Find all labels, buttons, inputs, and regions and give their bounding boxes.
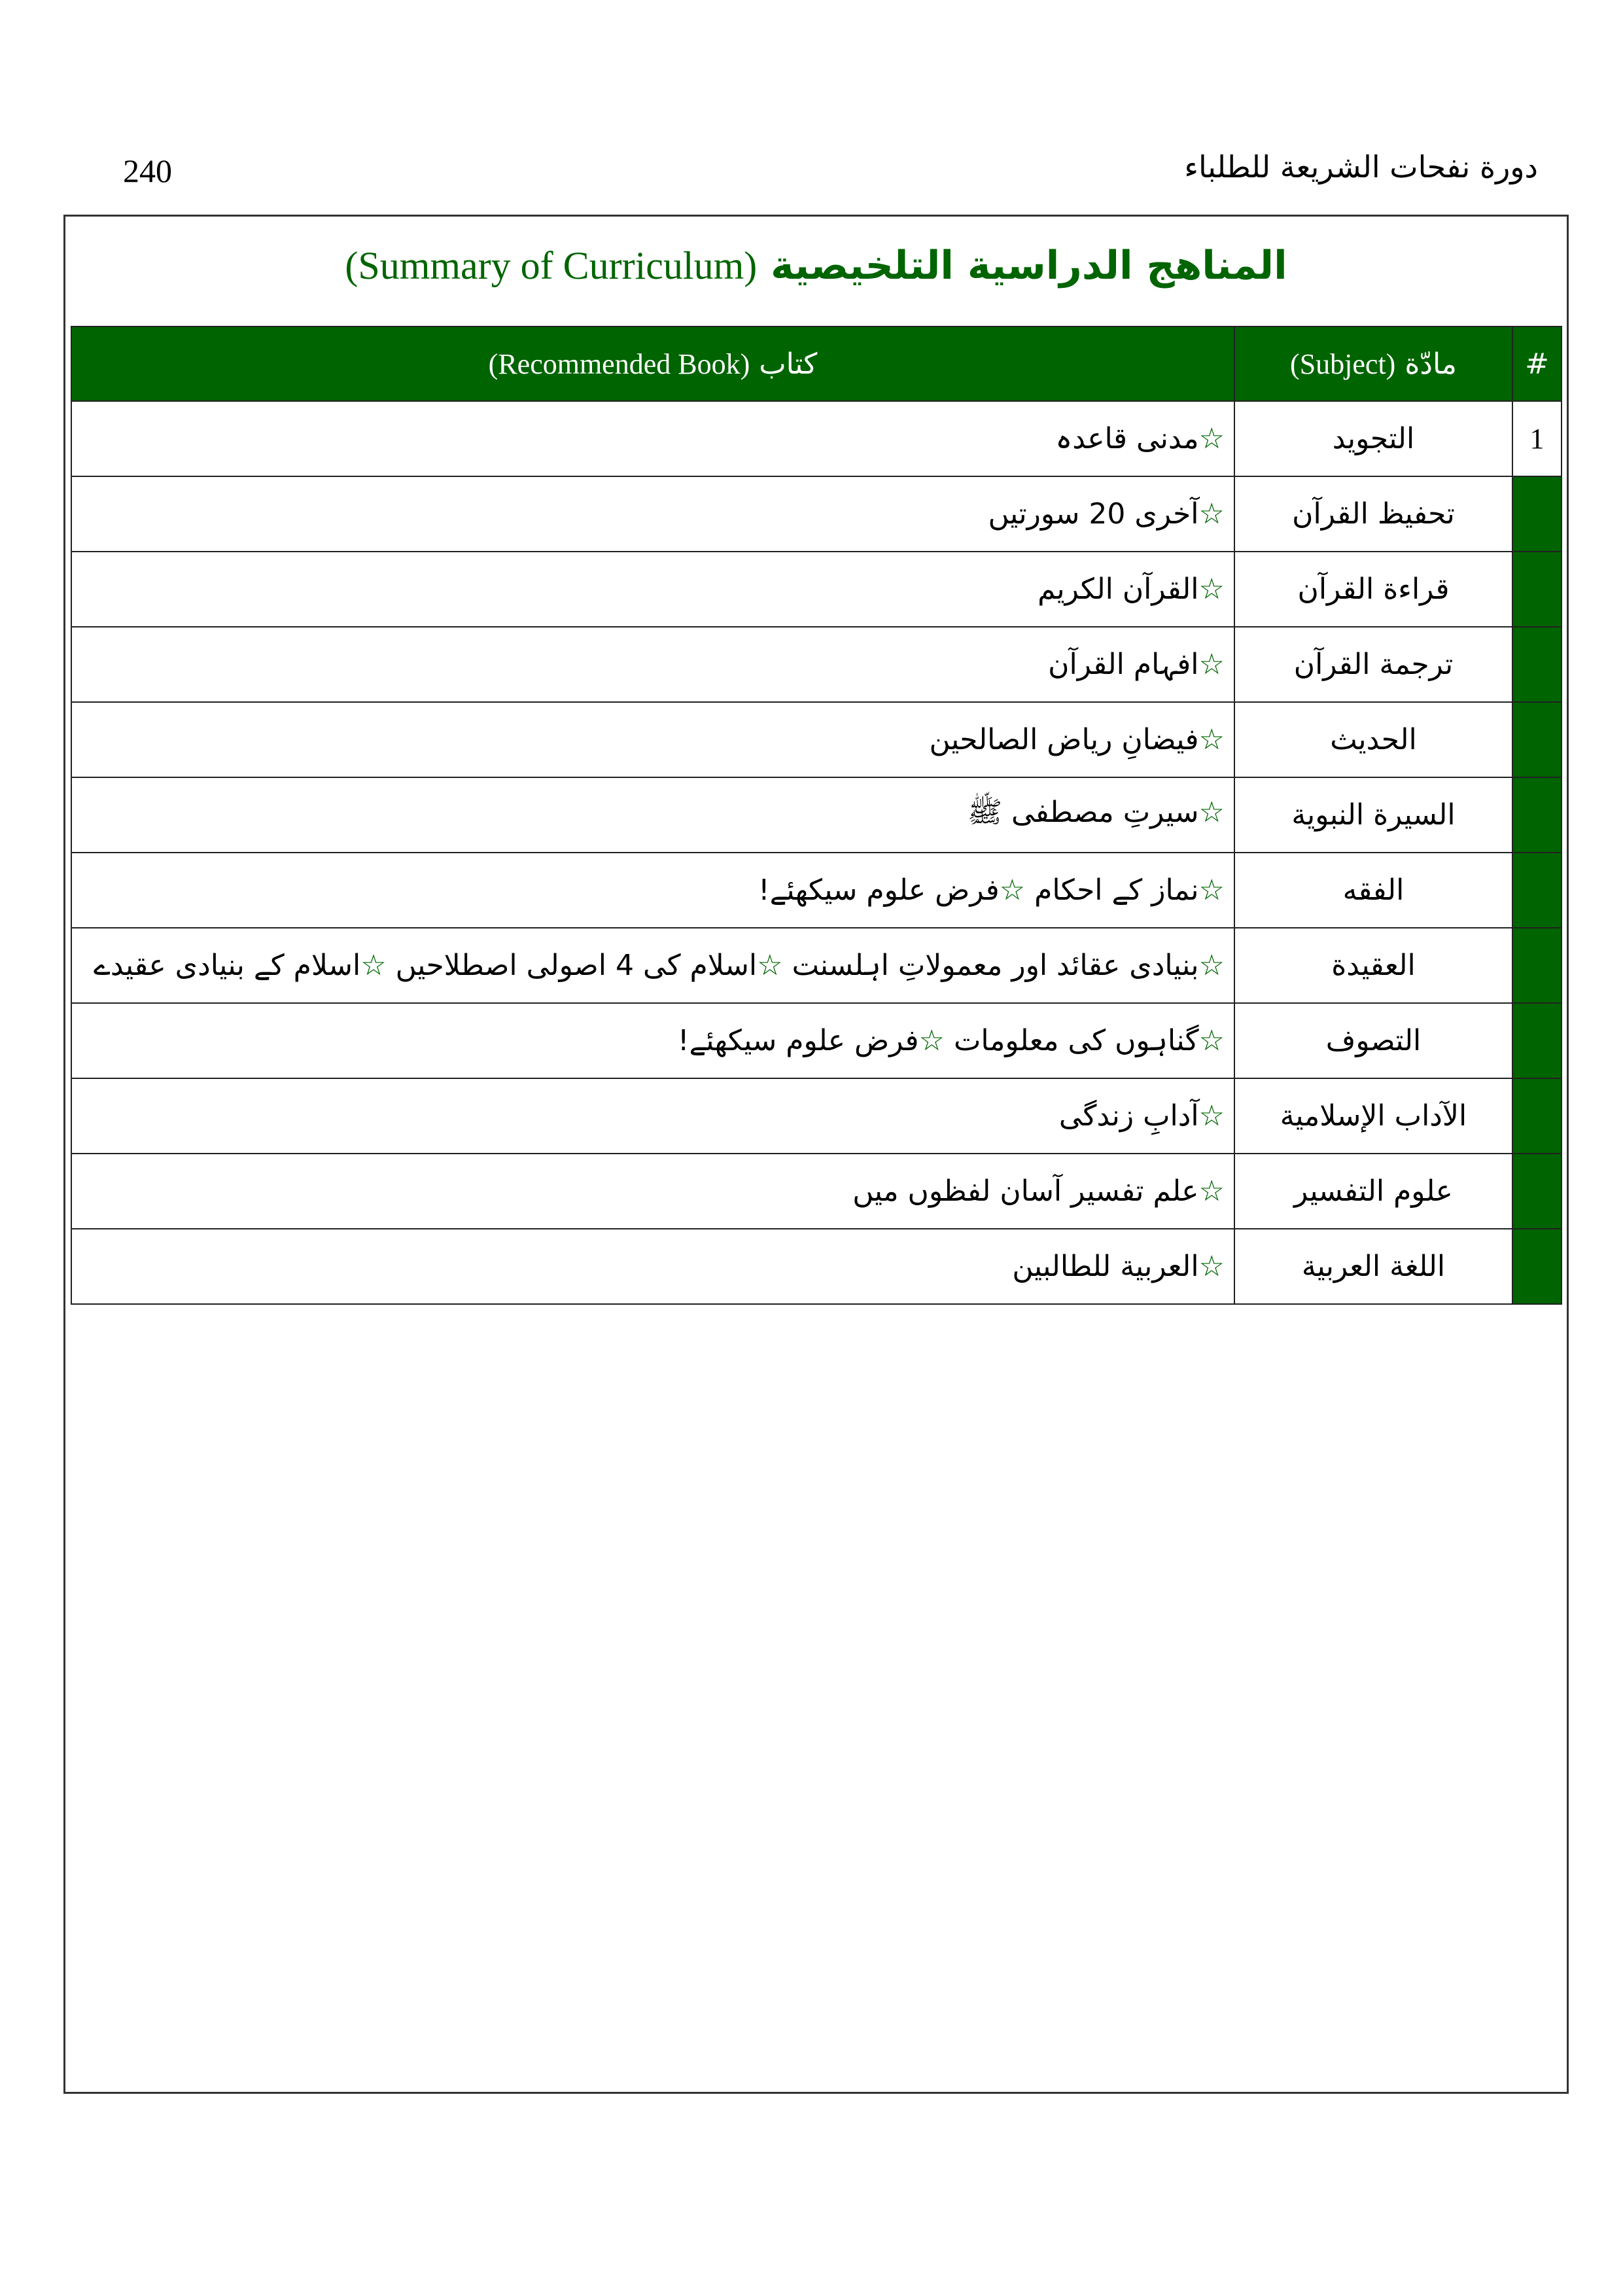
subject-cell: الفقه [1234,853,1512,928]
header-book [71,327,1234,401]
row-number: 1 [1512,401,1562,476]
title-arabic: المناهج الدراسية التلخيصية [771,243,1287,289]
star-icon: ☆ [360,949,387,982]
row-number [1512,476,1562,552]
table-row [71,1229,1562,1304]
header-num: # [1512,327,1562,401]
row-number [1512,627,1562,702]
subject-cell: تحفيظ القرآن [1234,476,1512,552]
table-row [71,1003,1562,1078]
subject-cell: التجويد [1234,401,1512,476]
star-icon: ☆ [1198,1250,1225,1283]
running-head: دورة نفحات الشريعة للطلباء [1184,149,1538,185]
page-frame [63,215,1569,2094]
star-icon: ☆ [1198,1099,1225,1133]
table-header-row [71,327,1562,401]
book-title: مدنی قاعدہ [1055,422,1199,455]
book-cell [71,1003,1234,1078]
book-title: سیرتِ مصطفی ﷺ [967,795,1199,829]
header-subject [1234,327,1512,401]
book-title: فرض علوم سیکھئے! [758,874,1000,907]
book-title: آخری 20 سورتیں [988,497,1199,531]
star-icon: ☆ [1198,795,1225,829]
star-icon: ☆ [1198,573,1225,606]
star-icon: ☆ [1198,648,1225,681]
curriculum-table [71,326,1562,1305]
book-cell [71,1154,1234,1229]
book-cell [71,476,1234,552]
row-number [1512,1154,1562,1229]
book-title: افہام القرآن [1048,648,1199,681]
header-book-ar: كتاب [759,347,818,381]
row-number [1512,1078,1562,1154]
book-cell [71,853,1234,928]
book-cell [71,401,1234,476]
book-cell [71,928,1234,1003]
subject-cell: قراءة القرآن [1234,552,1512,627]
page-number: 240 [123,152,172,189]
row-number [1512,1229,1562,1304]
row-number [1512,853,1562,928]
book-cell [71,627,1234,702]
subject-cell: اللغة العربية [1234,1229,1512,1304]
subject-cell: العقيدة [1234,928,1512,1003]
book-title: فرض علوم سیکھئے! [677,1024,919,1057]
table-row [71,476,1562,552]
row-number [1512,552,1562,627]
table-row [71,1078,1562,1154]
book-title: العربية للطالبين [1012,1250,1199,1283]
star-icon: ☆ [999,874,1026,907]
table-row [71,853,1562,928]
star-icon: ☆ [918,1024,945,1057]
book-title: گناہوں کی معلومات [954,1024,1199,1057]
star-icon: ☆ [1198,422,1225,455]
table-row [71,928,1562,1003]
header-subject-ar: مادّة [1405,347,1457,381]
subject-cell: السيرة النبوية [1234,777,1512,853]
star-icon: ☆ [757,949,783,982]
row-number [1512,702,1562,777]
title-english: (Summary of Curriculum) [345,244,758,287]
book-title: اسلام کی 4 اصولی اصطلاحیں [395,949,758,982]
book-title: اسلام کے بنیادی عقیدے [94,949,361,982]
book-title: بنیادی عقائد اور معمولاتِ اہلسنت [792,949,1199,982]
table-row [71,702,1562,777]
book-title: علم تفسیر آسان لفظوں میں [852,1174,1199,1208]
book-title: القرآن الكريم [1038,573,1199,606]
star-icon: ☆ [1198,949,1225,982]
star-icon: ☆ [1198,874,1225,907]
subject-cell: علوم التفسير [1234,1154,1512,1229]
header-subject-en: (Subject) [1290,347,1396,380]
star-icon: ☆ [1198,723,1225,756]
subject-cell: الآداب الإسلامية [1234,1078,1512,1154]
book-cell [71,702,1234,777]
star-icon: ☆ [1198,1024,1225,1057]
table-row [71,627,1562,702]
page-title [65,243,1567,289]
row-number [1512,928,1562,1003]
table-row [71,777,1562,853]
book-cell [71,1229,1234,1304]
book-title: آدابِ زندگی [1058,1099,1199,1133]
header-book-en: (Recommended Book) [488,347,750,380]
subject-cell: الحديث [1234,702,1512,777]
subject-cell: التصوف [1234,1003,1512,1078]
subject-cell: ترجمة القرآن [1234,627,1512,702]
table-row [71,552,1562,627]
book-cell [71,552,1234,627]
table-row [71,1154,1562,1229]
book-cell [71,777,1234,853]
row-number [1512,777,1562,853]
table-row [71,401,1562,476]
star-icon: ☆ [1198,497,1225,531]
book-cell [71,1078,1234,1154]
book-title: نماز کے احکام [1034,874,1199,907]
star-icon: ☆ [1198,1174,1225,1208]
book-title: فیضانِ ریاض الصالحین [929,723,1199,756]
row-number [1512,1003,1562,1078]
